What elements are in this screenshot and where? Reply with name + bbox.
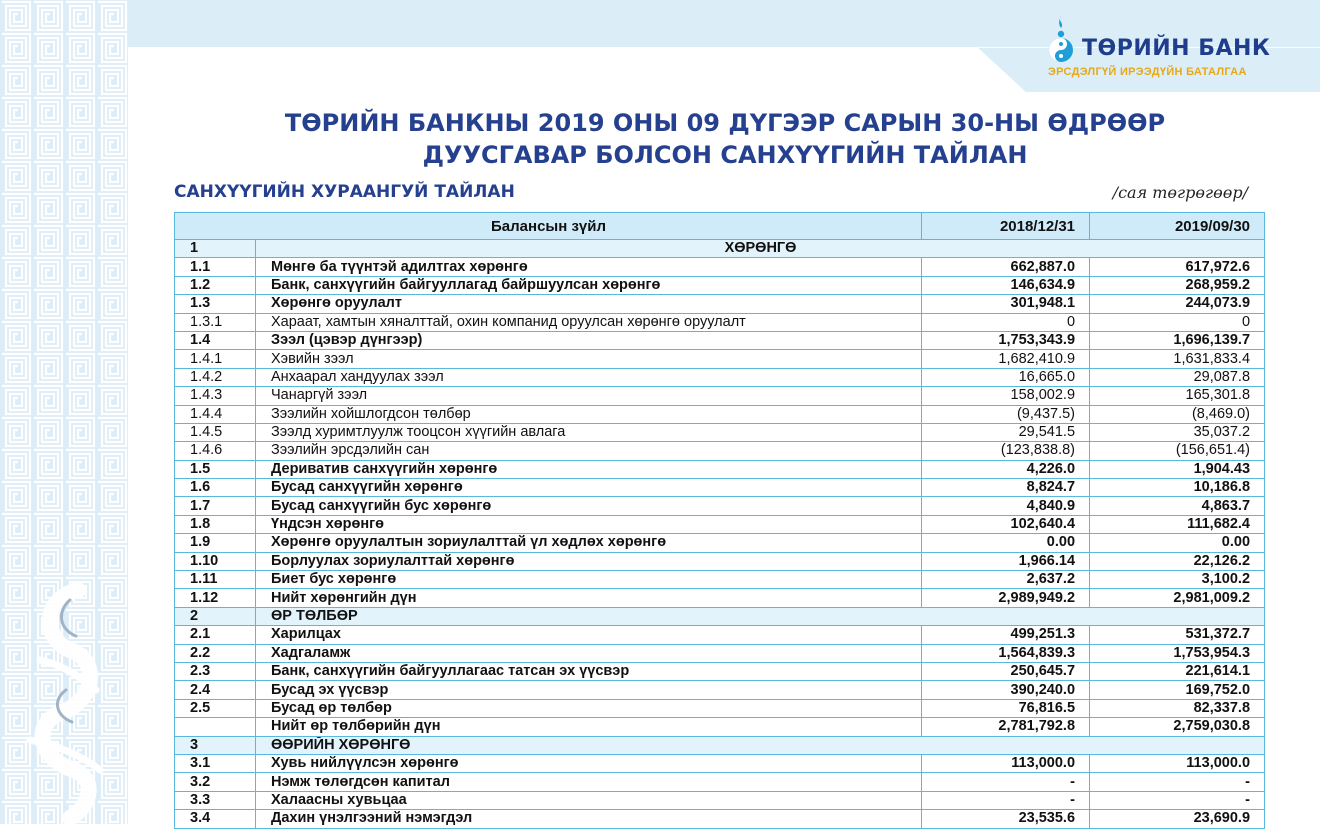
table-row xyxy=(175,534,1265,552)
table-row xyxy=(175,810,1265,828)
row-code: 1.11 xyxy=(175,571,256,589)
row-code: 1.4.2 xyxy=(175,368,256,386)
row-value-2019: 1,696,139.7 xyxy=(1090,331,1265,349)
balance-sheet-table xyxy=(174,212,1265,829)
row-label: Хувь нийлүүлсэн хөрөнгө xyxy=(256,754,922,772)
row-value-2019: 0.00 xyxy=(1090,534,1265,552)
row-value-2019: 1,904.43 xyxy=(1090,460,1265,478)
header-item: Балансын зүйл xyxy=(175,213,922,240)
section-title: ХӨРӨНГӨ xyxy=(256,240,1265,258)
row-code xyxy=(175,718,256,736)
table-row xyxy=(175,552,1265,570)
row-label: Нэмж төлөгдсөн капитал xyxy=(256,773,922,791)
row-value-2019: 0 xyxy=(1090,313,1265,331)
row-label: Халаасны хувьцаа xyxy=(256,791,922,809)
row-value-2018: 499,251.3 xyxy=(922,626,1090,644)
row-value-2019: 221,614.1 xyxy=(1090,662,1265,680)
table-row xyxy=(175,515,1265,533)
row-code: 1.2 xyxy=(175,276,256,294)
section-row-assets xyxy=(175,240,1265,258)
brand-name: ТӨРИЙН БАНК xyxy=(1082,36,1271,61)
row-value-2019: (8,469.0) xyxy=(1090,405,1265,423)
table-row xyxy=(175,387,1265,405)
row-value-2018: 16,665.0 xyxy=(922,368,1090,386)
row-label: Борлуулах зориулалттай хөрөнгө xyxy=(256,552,922,570)
row-value-2019: 1,753,954.3 xyxy=(1090,644,1265,662)
table-row xyxy=(175,258,1265,276)
row-label: Үндсэн хөрөнгө xyxy=(256,515,922,533)
row-code: 1.4.4 xyxy=(175,405,256,423)
row-label: Хадгаламж xyxy=(256,644,922,662)
table-row xyxy=(175,626,1265,644)
table-row xyxy=(175,644,1265,662)
row-label: Хэвийн зээл xyxy=(256,350,922,368)
row-label: Зээлийн эрсдэлийн сан xyxy=(256,442,922,460)
row-label: Нийт хөрөнгийн дүн xyxy=(256,589,922,607)
row-value-2019: - xyxy=(1090,791,1265,809)
row-label: Биет бус хөрөнгө xyxy=(256,571,922,589)
row-label: Нийт өр төлбөрийн дүн xyxy=(256,718,922,736)
row-value-2018: - xyxy=(922,791,1090,809)
row-value-2018: 2,781,792.8 xyxy=(922,718,1090,736)
table-row xyxy=(175,331,1265,349)
row-label: Бусад санхүүгийн бус хөрөнгө xyxy=(256,497,922,515)
row-label: Чанаргүй зээл xyxy=(256,387,922,405)
row-value-2018: 23,535.6 xyxy=(922,810,1090,828)
row-label: Банк, санхүүгийн байгууллагад байршуулсан хөрөнгө xyxy=(256,276,922,294)
brand-slogan: ЭРСДЭЛГҮЙ ИРЭЭДҮЙН БАТАЛГАА xyxy=(1048,66,1247,78)
row-code: 3.1 xyxy=(175,754,256,772)
table-header-row xyxy=(175,213,1265,240)
row-value-2019: 1,631,833.4 xyxy=(1090,350,1265,368)
row-label: Зээлд хуримтлуулж тооцсон хүүгийн авлага xyxy=(256,423,922,441)
row-value-2019: 2,981,009.2 xyxy=(1090,589,1265,607)
row-label: Бусад санхүүгийн хөрөнгө xyxy=(256,479,922,497)
report-title-line-2: ДУУСГАВАР БОЛСОН САНХҮҮГИЙН ТАЙЛАН xyxy=(422,141,1028,169)
row-label: Хөрөнгө оруулалтын зориулалттай үл хөдлөх хөрөнгө xyxy=(256,534,922,552)
row-value-2018: 4,226.0 xyxy=(922,460,1090,478)
table-row xyxy=(175,313,1265,331)
table-row xyxy=(175,589,1265,607)
row-value-2019: 111,682.4 xyxy=(1090,515,1265,533)
row-value-2019: 22,126.2 xyxy=(1090,552,1265,570)
row-code: 1.3 xyxy=(175,295,256,313)
table-row xyxy=(175,571,1265,589)
table-row xyxy=(175,405,1265,423)
row-code: 3.3 xyxy=(175,791,256,809)
row-code: 2.5 xyxy=(175,699,256,717)
section-title: ӨР ТӨЛБӨР xyxy=(256,607,1265,625)
row-code: 2.2 xyxy=(175,644,256,662)
row-value-2018: 250,645.7 xyxy=(922,662,1090,680)
row-label: Зээлийн хойшлогдсон төлбөр xyxy=(256,405,922,423)
row-code: 1.4.5 xyxy=(175,423,256,441)
row-value-2018: 0 xyxy=(922,313,1090,331)
row-value-2019: 531,372.7 xyxy=(1090,626,1265,644)
row-value-2018: 2,989,949.2 xyxy=(922,589,1090,607)
row-value-2019: 2,759,030.8 xyxy=(1090,718,1265,736)
row-code: 1.6 xyxy=(175,479,256,497)
row-value-2018: 662,887.0 xyxy=(922,258,1090,276)
row-value-2019: (156,651.4) xyxy=(1090,442,1265,460)
row-value-2018: 1,753,343.9 xyxy=(922,331,1090,349)
row-code: 2.3 xyxy=(175,662,256,680)
row-value-2018: 1,564,839.3 xyxy=(922,644,1090,662)
section-row-liabilities xyxy=(175,607,1265,625)
row-code: 1.7 xyxy=(175,497,256,515)
row-code: 1.5 xyxy=(175,460,256,478)
row-value-2019: 35,037.2 xyxy=(1090,423,1265,441)
row-value-2019: 82,337.8 xyxy=(1090,699,1265,717)
row-value-2018: 301,948.1 xyxy=(922,295,1090,313)
table-row xyxy=(175,718,1265,736)
row-code: 1.1 xyxy=(175,258,256,276)
row-value-2018: 158,002.9 xyxy=(922,387,1090,405)
table-row xyxy=(175,442,1265,460)
row-label: Бусад өр төлбөр xyxy=(256,699,922,717)
table-row xyxy=(175,754,1265,772)
row-value-2018: 1,966.14 xyxy=(922,552,1090,570)
row-value-2018: (9,437.5) xyxy=(922,405,1090,423)
row-label: Хөрөнгө оруулалт xyxy=(256,295,922,313)
row-code: 1.3.1 xyxy=(175,313,256,331)
row-code: 2.4 xyxy=(175,681,256,699)
table-row xyxy=(175,699,1265,717)
row-code: 1.12 xyxy=(175,589,256,607)
row-value-2018: 390,240.0 xyxy=(922,681,1090,699)
row-value-2018: 8,824.7 xyxy=(922,479,1090,497)
section-row-equity xyxy=(175,736,1265,754)
table-row xyxy=(175,368,1265,386)
section-code: 3 xyxy=(175,736,256,754)
row-value-2019: 23,690.9 xyxy=(1090,810,1265,828)
row-code: 1.4 xyxy=(175,331,256,349)
table-row xyxy=(175,350,1265,368)
section-title: ӨӨРИЙН ХӨРӨНГӨ xyxy=(256,736,1265,754)
row-label: Дахин үнэлгээний нэмэгдэл xyxy=(256,810,922,828)
report-title xyxy=(190,107,1260,171)
section-code: 1 xyxy=(175,240,256,258)
table-row xyxy=(175,423,1265,441)
table-row xyxy=(175,276,1265,294)
header-col-2019: 2019/09/30 xyxy=(1090,213,1265,240)
row-code: 1.10 xyxy=(175,552,256,570)
brand-logo xyxy=(1044,14,1284,80)
table-row xyxy=(175,791,1265,809)
row-value-2019: 4,863.7 xyxy=(1090,497,1265,515)
row-value-2018: 1,682,410.9 xyxy=(922,350,1090,368)
row-label: Анхаарал хандуулах зээл xyxy=(256,368,922,386)
row-value-2018: 146,634.9 xyxy=(922,276,1090,294)
report-subtitle: САНХҮҮГИЙН ХУРААНГУЙ ТАЙЛАН xyxy=(174,182,515,202)
row-value-2018: - xyxy=(922,773,1090,791)
row-value-2019: 244,073.9 xyxy=(1090,295,1265,313)
row-code: 1.9 xyxy=(175,534,256,552)
row-value-2019: - xyxy=(1090,773,1265,791)
row-value-2019: 165,301.8 xyxy=(1090,387,1265,405)
table-row xyxy=(175,497,1265,515)
row-label: Мөнгө ба түүнтэй адилтгах хөрөнгө xyxy=(256,258,922,276)
row-value-2019: 268,959.2 xyxy=(1090,276,1265,294)
row-value-2018: 113,000.0 xyxy=(922,754,1090,772)
table-row xyxy=(175,662,1265,680)
row-value-2018: 102,640.4 xyxy=(922,515,1090,533)
row-code: 3.4 xyxy=(175,810,256,828)
row-value-2019: 617,972.6 xyxy=(1090,258,1265,276)
header-col-2018: 2018/12/31 xyxy=(922,213,1090,240)
row-code: 1.4.3 xyxy=(175,387,256,405)
row-label: Бусад эх үүсвэр xyxy=(256,681,922,699)
table-row xyxy=(175,295,1265,313)
row-label: Хараат, хамтын хяналттай, охин компанид оруулсан хөрөнгө оруулалт xyxy=(256,313,922,331)
row-code: 1.8 xyxy=(175,515,256,533)
row-value-2018: 4,840.9 xyxy=(922,497,1090,515)
row-value-2019: 29,087.8 xyxy=(1090,368,1265,386)
row-code: 2.1 xyxy=(175,626,256,644)
row-value-2019: 3,100.2 xyxy=(1090,571,1265,589)
row-value-2018: 2,637.2 xyxy=(922,571,1090,589)
row-code: 1.4.6 xyxy=(175,442,256,460)
row-label: Банк, санхүүгийн байгууллагаас татсан эх үүсвэр xyxy=(256,662,922,680)
row-value-2018: 0.00 xyxy=(922,534,1090,552)
unit-label: /сая төгрөгөөр/ xyxy=(1112,183,1248,202)
table-row xyxy=(175,773,1265,791)
table-row xyxy=(175,681,1265,699)
report-title-line-1: ТӨРИЙН БАНКНЫ 2019 ОНЫ 09 ДҮГЭЭР САРЫН 30-НЫ ӨДРӨӨР xyxy=(284,109,1166,137)
row-value-2019: 169,752.0 xyxy=(1090,681,1265,699)
table-row xyxy=(175,460,1265,478)
row-code: 1.4.1 xyxy=(175,350,256,368)
row-label: Зээл (цэвэр дүнгээр) xyxy=(256,331,922,349)
table-row xyxy=(175,479,1265,497)
row-code: 3.2 xyxy=(175,773,256,791)
row-value-2018: 29,541.5 xyxy=(922,423,1090,441)
row-value-2019: 10,186.8 xyxy=(1090,479,1265,497)
row-label: Дериватив санхүүгийн хөрөнгө xyxy=(256,460,922,478)
row-label: Харилцах xyxy=(256,626,922,644)
row-value-2018: (123,838.8) xyxy=(922,442,1090,460)
row-value-2018: 76,816.5 xyxy=(922,699,1090,717)
soyombo-icon xyxy=(1044,14,1078,64)
row-value-2019: 113,000.0 xyxy=(1090,754,1265,772)
section-code: 2 xyxy=(175,607,256,625)
decorative-side-band xyxy=(0,0,128,824)
